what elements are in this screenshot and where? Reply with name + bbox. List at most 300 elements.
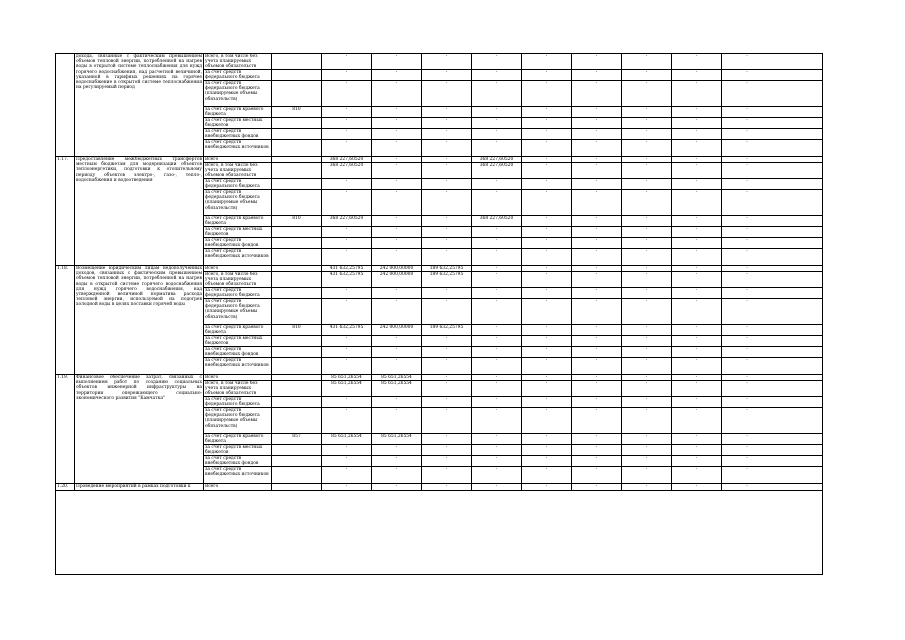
amount-cell: -: [472, 81, 522, 106]
amount-cell: -: [572, 467, 622, 483]
funding-source: Всего: [204, 266, 272, 271]
budget-code: [272, 266, 322, 271]
amount-cell: -: [522, 456, 572, 466]
amount-cell: -: [746, 375, 748, 380]
amount-cell: -: [322, 347, 372, 357]
amount-cell: 189 632,25795: [422, 272, 472, 287]
funding-rows: [204, 375, 822, 483]
budget-code: [272, 456, 322, 466]
amount-cell: -: [522, 129, 572, 139]
amount-cell: -: [672, 325, 722, 335]
amount-cell: -: [372, 227, 422, 237]
amount-cell: -: [372, 397, 422, 407]
amount-cell: -: [472, 484, 522, 490]
amount-cell: -: [322, 190, 372, 215]
amount-cell: -: [622, 336, 672, 346]
amount-cell: -: [472, 288, 522, 298]
funding-source: за счет средств федерального бюджета: [204, 397, 272, 407]
funding-source: Всего, в том числе без учета планируемых объемов обязательств: [204, 272, 272, 287]
item-number: [56, 54, 75, 156]
amount-cell: -: [672, 397, 722, 407]
amount-cell: -: [522, 375, 572, 380]
amount-cell: -: [322, 358, 372, 374]
amount-cell: -: [622, 163, 672, 178]
item-number: 1.18.: [56, 266, 75, 374]
amount-cell: -: [746, 140, 748, 145]
amount-cell: -: [422, 467, 472, 483]
amount-cell: -: [422, 408, 472, 433]
budget-code: 810: [272, 325, 322, 335]
budget-code: [272, 397, 322, 407]
amount-cell: -: [522, 299, 572, 324]
amount-cell: -: [322, 81, 372, 106]
budget-table-page: [55, 53, 823, 575]
item-description: дохода, связанные с фактическим превышением объемов тепловой энергии, потребленной на нагрев воды в открытой системе теплоснабжения для нужд горячего водоснабжения, над расчетной величиной, указанной в тарифных решениях на горячее водоснабжение в открытой системе теплоснабжения на регулируемый период: [75, 54, 204, 156]
budget-code: [272, 179, 322, 189]
amount-cell: -: [322, 238, 372, 248]
amount-cell: -: [572, 249, 622, 265]
funding-source: за счет средств внебюджетных источников: [204, 358, 272, 374]
amount-cell: -: [572, 408, 622, 433]
amount-cell: -: [572, 238, 622, 248]
amount-cell: -: [622, 434, 672, 444]
funding-row: [204, 140, 822, 156]
amount-cell: -: [422, 347, 472, 357]
amount-cell: -: [572, 456, 622, 466]
budget-code: [272, 70, 322, 80]
funding-source: Всего, в том числе без учета планируемых объемов обязательств: [204, 54, 272, 69]
amount-cell: -: [422, 227, 472, 237]
budget-code: [272, 157, 322, 162]
budget-code: [272, 249, 322, 265]
amount-cell: -: [472, 107, 522, 117]
amount-cell: -: [472, 336, 522, 346]
funding-source: за счет средств федерального бюджета (планируемые объемы обязательств): [204, 408, 272, 433]
amount-cell: -: [322, 397, 372, 407]
amount-cell: -: [522, 107, 572, 117]
amount-cell: -: [372, 288, 422, 298]
amount-cell: 242 000,00000: [372, 272, 422, 287]
amount-cell: -: [422, 216, 472, 226]
amount-cell: -: [472, 272, 522, 287]
amount-cell: -: [522, 190, 572, 215]
funding-source: за счет средств федерального бюджета (планируемые объемы обязательств): [204, 190, 272, 215]
budget-code: 857: [272, 434, 322, 444]
funding-source: за счет средств местных бюджетов: [204, 118, 272, 128]
amount-cell: -: [622, 397, 672, 407]
funding-source: за счет средств внебюджетных источников: [204, 467, 272, 483]
amount-cell: -: [672, 288, 722, 298]
amount-cell: -: [746, 358, 748, 363]
amount-cell: -: [472, 129, 522, 139]
amount-cell: -: [322, 70, 372, 80]
funding-row: [204, 358, 822, 374]
amount-cell: -: [572, 358, 622, 374]
amount-cell: -: [422, 81, 472, 106]
amount-cell: -: [372, 163, 422, 178]
amount-cell: 368 227,60520: [472, 163, 522, 178]
funding-source: за счет средств внебюджетных фондов: [204, 238, 272, 248]
amount-cell: -: [746, 272, 748, 277]
amount-cell: -: [472, 467, 522, 483]
amount-cell: -: [322, 408, 372, 433]
funding-row: [204, 238, 822, 249]
amount-cell: -: [746, 336, 748, 341]
budget-code: [272, 129, 322, 139]
budget-block: [56, 54, 822, 157]
amount-cell: -: [472, 140, 522, 156]
amount-cell: -: [522, 163, 572, 178]
amount-cell: -: [322, 54, 372, 69]
amount-cell: -: [622, 445, 672, 455]
amount-cell: -: [322, 249, 372, 265]
amount-cell: -: [622, 325, 672, 335]
funding-source: за счет средств краевого бюджета: [204, 434, 272, 444]
funding-rows: [204, 157, 822, 265]
amount-cell: -: [472, 347, 522, 357]
budget-block: [56, 266, 822, 375]
amount-cell: -: [622, 190, 672, 215]
amount-cell: -: [572, 325, 622, 335]
amount-cell: -: [622, 54, 672, 69]
item-description: Проведение мероприятий в рамках подготовки к: [75, 484, 204, 490]
item-number: 1.20.: [56, 484, 75, 490]
amount-cell: -: [372, 179, 422, 189]
amount-cell: -: [672, 484, 722, 490]
item-number: 1.17.: [56, 157, 75, 265]
amount-cell: -: [522, 381, 572, 396]
amount-cell: -: [522, 397, 572, 407]
budget-code: [272, 140, 322, 156]
amount-cell: -: [572, 381, 622, 396]
amount-cell: -: [672, 179, 722, 189]
amount-cell: -: [472, 249, 522, 265]
amount-cell: -: [522, 227, 572, 237]
budget-code: [272, 375, 322, 380]
amount-cell: -: [572, 118, 622, 128]
amount-cell: -: [472, 266, 522, 271]
amount-cell: 368 227,60520: [322, 163, 372, 178]
amount-cell: -: [372, 70, 422, 80]
funding-row: [204, 408, 822, 434]
funding-source: за счет средств внебюджетных фондов: [204, 129, 272, 139]
amount-cell: -: [472, 381, 522, 396]
amount-cell: -: [672, 467, 722, 483]
amount-cell: 85 651,26554: [322, 434, 372, 444]
funding-source: Всего, в том числе без учета планируемых объемов обязательств: [204, 381, 272, 396]
amount-cell: -: [422, 288, 472, 298]
budget-code: [272, 272, 322, 287]
amount-cell: -: [322, 118, 372, 128]
amount-cell: -: [422, 299, 472, 324]
budget-code: [272, 238, 322, 248]
amount-cell: -: [522, 272, 572, 287]
amount-cell: -: [622, 467, 672, 483]
funding-row: [204, 81, 822, 107]
amount-cell: -: [322, 107, 372, 117]
amount-cell: -: [746, 249, 748, 254]
amount-cell: -: [746, 163, 748, 168]
funding-source: за счет средств краевого бюджета: [204, 107, 272, 117]
amount-cell: -: [422, 157, 472, 162]
budget-code: [272, 227, 322, 237]
amount-cell: -: [422, 238, 472, 248]
funding-row: [204, 107, 822, 118]
budget-code: [272, 358, 322, 374]
budget-code: [272, 54, 322, 69]
amount-cell: -: [422, 140, 472, 156]
funding-row: [204, 381, 822, 397]
amount-cell: 368 227,60520: [472, 157, 522, 162]
amount-cell: -: [322, 445, 372, 455]
amount-cell: -: [622, 81, 672, 106]
amount-cell: -: [522, 467, 572, 483]
amount-cell: -: [372, 336, 422, 346]
funding-row: [204, 299, 822, 325]
amount-cell: -: [572, 227, 622, 237]
amount-cell: -: [322, 336, 372, 346]
amount-cell: -: [572, 266, 622, 271]
budget-code: [272, 484, 322, 490]
amount-cell: -: [622, 249, 672, 265]
amount-cell: -: [622, 381, 672, 396]
amount-cell: -: [572, 129, 622, 139]
amount-cell: -: [322, 467, 372, 483]
amount-cell: -: [522, 179, 572, 189]
amount-cell: -: [622, 288, 672, 298]
funding-row: [204, 397, 822, 408]
amount-cell: 85 651,26554: [372, 375, 422, 380]
amount-cell: 85 651,26554: [372, 434, 422, 444]
amount-cell: -: [672, 266, 722, 271]
amount-cell: 85 651,26554: [322, 381, 372, 396]
amount-cell: -: [372, 484, 422, 490]
amount-cell: -: [422, 397, 472, 407]
funding-row: [204, 163, 822, 179]
budget-code: [272, 299, 322, 324]
amount-cell: -: [372, 107, 422, 117]
amount-cell: -: [672, 347, 722, 357]
amount-cell: -: [322, 484, 372, 490]
amount-cell: -: [746, 434, 748, 439]
amount-cell: -: [372, 216, 422, 226]
amount-cell: -: [572, 140, 622, 156]
amount-cell: -: [746, 325, 748, 330]
amount-cell: -: [622, 266, 672, 271]
amount-cell: -: [622, 140, 672, 156]
budget-code: [272, 336, 322, 346]
amount-cell: -: [572, 157, 622, 162]
amount-cell: -: [372, 238, 422, 248]
amount-cell: -: [572, 190, 622, 215]
amount-cell: -: [322, 140, 372, 156]
amount-cell: -: [672, 381, 722, 396]
budget-code: [272, 81, 322, 106]
amount-cell: -: [622, 157, 672, 162]
amount-cell: -: [522, 140, 572, 156]
amount-cell: -: [622, 272, 672, 287]
funding-row: [204, 118, 822, 129]
amount-cell: -: [572, 179, 622, 189]
amount-cell: -: [572, 434, 622, 444]
amount-cell: -: [472, 434, 522, 444]
amount-cell: -: [572, 216, 622, 226]
funding-rows: [204, 266, 822, 374]
amount-cell: -: [422, 129, 472, 139]
amount-cell: -: [372, 299, 422, 324]
amount-cell: -: [472, 325, 522, 335]
budget-table: [56, 54, 822, 491]
amount-cell: -: [472, 190, 522, 215]
funding-row: [204, 54, 822, 70]
amount-cell: -: [672, 157, 722, 162]
amount-cell: -: [522, 336, 572, 346]
amount-cell: 242 000,00000: [372, 325, 422, 335]
amount-cell: -: [522, 70, 572, 80]
budget-code: [272, 347, 322, 357]
amount-cell: -: [622, 375, 672, 380]
amount-cell: -: [572, 272, 622, 287]
amount-cell: -: [522, 445, 572, 455]
amount-cell: -: [322, 129, 372, 139]
budget-block: [56, 484, 822, 491]
funding-row: [204, 434, 822, 445]
amount-cell: -: [522, 216, 572, 226]
amount-cell: -: [622, 179, 672, 189]
amount-cell: -: [746, 118, 748, 123]
amount-cell: -: [422, 249, 472, 265]
funding-row: [204, 336, 822, 347]
budget-code: [272, 445, 322, 455]
amount-cell: -: [522, 54, 572, 69]
amount-cell: -: [422, 375, 472, 380]
amount-cell: -: [746, 484, 748, 489]
amount-cell: -: [422, 456, 472, 466]
budget-code: [272, 118, 322, 128]
amount-cell: -: [672, 456, 722, 466]
funding-source: за счет средств внебюджетных фондов: [204, 456, 272, 466]
funding-row: [204, 288, 822, 299]
amount-cell: 189 632,25795: [422, 325, 472, 335]
amount-cell: -: [746, 129, 748, 134]
funding-row: [204, 179, 822, 190]
amount-cell: -: [372, 118, 422, 128]
amount-cell: -: [672, 336, 722, 346]
amount-cell: -: [672, 408, 722, 433]
amount-cell: -: [622, 456, 672, 466]
amount-cell: -: [372, 157, 422, 162]
amount-cell: -: [422, 54, 472, 69]
amount-cell: 189 632,25795: [422, 266, 472, 271]
amount-cell: 368 227,60520: [472, 216, 522, 226]
amount-cell: -: [322, 456, 372, 466]
amount-cell: -: [322, 288, 372, 298]
amount-cell: -: [422, 445, 472, 455]
amount-cell: -: [372, 408, 422, 433]
amount-cell: 431 632,25795: [322, 325, 372, 335]
amount-cell: -: [622, 408, 672, 433]
budget-code: [272, 467, 322, 483]
amount-cell: -: [572, 81, 622, 106]
budget-code: [272, 288, 322, 298]
budget-block: [56, 375, 822, 484]
amount-cell: -: [746, 381, 748, 386]
item-number: 1.19.: [56, 375, 75, 483]
funding-source: за счет средств федерального бюджета (планируемые объемы обязательств): [204, 299, 272, 324]
funding-source: за счет средств федерального бюджета: [204, 288, 272, 298]
funding-source: за счет средств краевого бюджета: [204, 325, 272, 335]
amount-cell: -: [522, 347, 572, 357]
amount-cell: -: [622, 358, 672, 374]
amount-cell: -: [422, 336, 472, 346]
budget-code: [272, 190, 322, 215]
amount-cell: -: [372, 358, 422, 374]
amount-cell: -: [522, 358, 572, 374]
item-description: Финансовое обеспечение затрат, связанных с выполнением работ по созданию социальных объектов инженерной инфраструктуры на территории опережающего социально-экономического развития "Камчатка": [75, 375, 204, 483]
funding-source: за счет средств краевого бюджета: [204, 216, 272, 226]
funding-source: Всего: [204, 375, 272, 380]
amount-cell: -: [672, 299, 722, 324]
amount-cell: -: [746, 445, 748, 450]
amount-cell: -: [746, 347, 748, 352]
amount-cell: -: [472, 238, 522, 248]
amount-cell: -: [522, 238, 572, 248]
amount-cell: -: [746, 157, 748, 162]
funding-source: за счет средств местных бюджетов: [204, 227, 272, 237]
amount-cell: -: [372, 54, 422, 69]
amount-cell: -: [672, 81, 722, 106]
amount-cell: -: [472, 375, 522, 380]
budget-code: [272, 408, 322, 433]
amount-cell: -: [522, 484, 572, 490]
funding-source: за счет средств федерального бюджета (планируемые объемы обязательств): [204, 81, 272, 106]
amount-cell: -: [522, 434, 572, 444]
amount-cell: -: [572, 107, 622, 117]
amount-cell: -: [522, 266, 572, 271]
amount-cell: -: [622, 118, 672, 128]
funding-row: [204, 227, 822, 238]
amount-cell: -: [746, 179, 748, 184]
amount-cell: -: [422, 107, 472, 117]
funding-source: Всего, в том числе без учета планируемых объемов обязательств: [204, 163, 272, 178]
amount-cell: -: [572, 445, 622, 455]
amount-cell: -: [746, 54, 748, 59]
amount-cell: -: [422, 434, 472, 444]
amount-cell: 431 632,25795: [322, 266, 372, 271]
amount-cell: -: [522, 157, 572, 162]
amount-cell: -: [472, 179, 522, 189]
amount-cell: -: [746, 238, 748, 243]
amount-cell: -: [472, 358, 522, 374]
amount-cell: -: [572, 336, 622, 346]
amount-cell: -: [622, 107, 672, 117]
funding-row: [204, 456, 822, 467]
funding-source: Всего: [204, 157, 272, 162]
funding-row: [204, 445, 822, 456]
amount-cell: -: [672, 163, 722, 178]
amount-cell: -: [422, 190, 472, 215]
amount-cell: -: [746, 299, 748, 304]
budget-code: 810: [272, 107, 322, 117]
funding-row: [204, 190, 822, 216]
amount-cell: -: [622, 299, 672, 324]
amount-cell: -: [372, 467, 422, 483]
amount-cell: -: [422, 118, 472, 128]
amount-cell: -: [672, 107, 722, 117]
amount-cell: -: [572, 54, 622, 69]
amount-cell: -: [572, 397, 622, 407]
amount-cell: -: [472, 456, 522, 466]
